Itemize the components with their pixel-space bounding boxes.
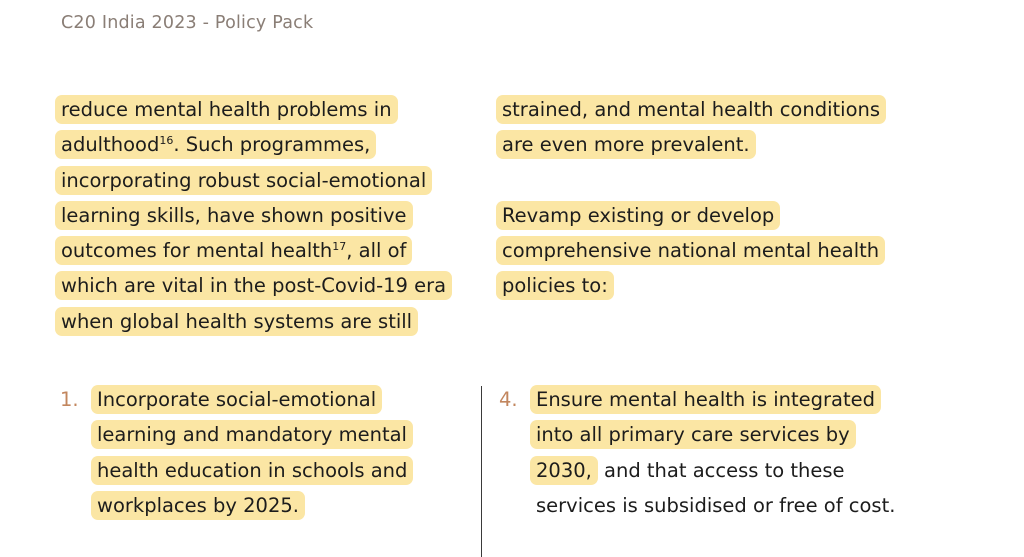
list-item-4 (536, 382, 956, 523)
text-line: learning and mandatory mental (97, 417, 467, 452)
text-line: 2030, and that access to these (536, 453, 956, 488)
text-line: strained, and mental health conditions (502, 92, 932, 127)
footnote-ref-17[interactable]: 17 (332, 240, 347, 254)
text-line: outcomes for mental health$^{17}$, all of (61, 233, 491, 268)
page-header: C20 India 2023 - Policy Pack (61, 13, 314, 33)
text-line: incorporating robust social-emotional (61, 163, 491, 198)
text-line: health education in schools and (97, 453, 467, 488)
footnote-ref-16[interactable]: 16 (159, 134, 174, 148)
text-line: reduce mental health problems in (61, 92, 491, 127)
text-line: into all primary care services by (536, 417, 956, 452)
text-line: which are vital in the post-Covid-19 era (61, 268, 491, 303)
column-divider (481, 386, 482, 557)
text-line: when global health systems are still (61, 304, 491, 339)
text-line: services is subsidised or free of cost. (536, 493, 896, 517)
list-item-1 (97, 382, 467, 523)
list-number-1: 1. (60, 388, 79, 411)
left-column (61, 92, 491, 339)
text-line: comprehensive national mental health (502, 233, 932, 268)
text-line: Incorporate social-emotional (97, 382, 467, 417)
right-column (502, 92, 932, 304)
text-line: Ensure mental health is integrated (536, 382, 956, 417)
text-line: policies to: (502, 268, 932, 303)
text-line: are even more prevalent. (502, 127, 932, 162)
list-number-4: 4. (499, 388, 518, 411)
text-line: Revamp existing or develop (502, 198, 932, 233)
text-line: learning skills, have shown positive (61, 198, 491, 233)
text-line: adulthood$^{16}$. Such programmes, (61, 127, 491, 162)
text-line: workplaces by 2025. (97, 488, 467, 523)
